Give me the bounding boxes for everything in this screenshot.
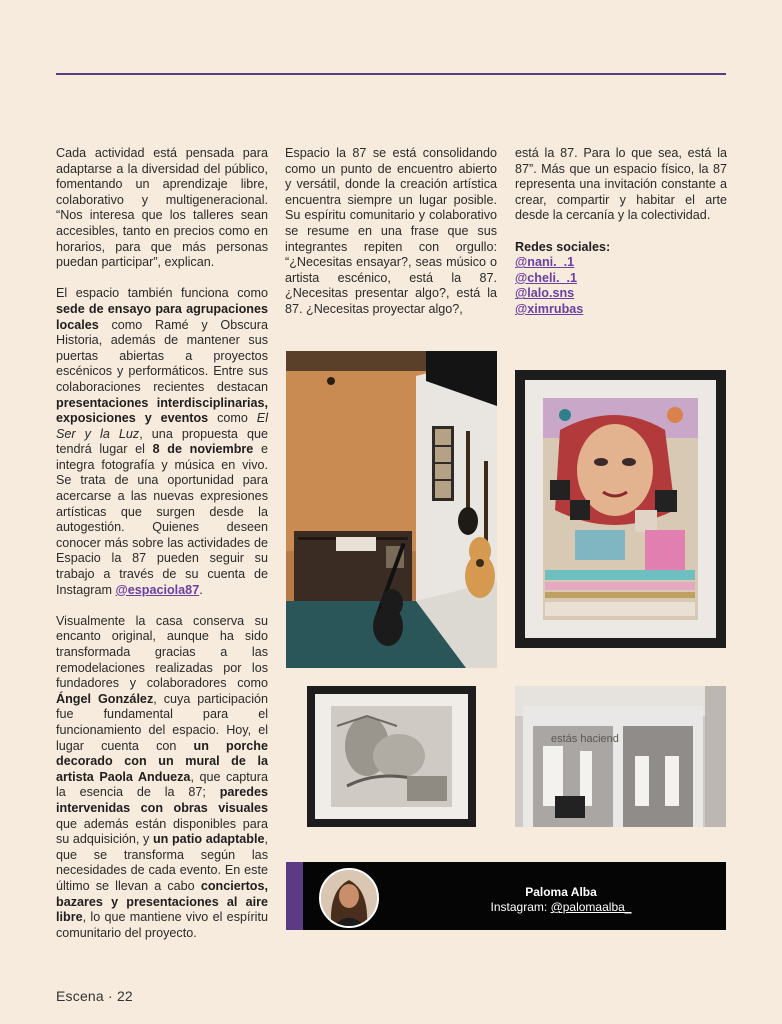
photo-interior-guitars xyxy=(286,351,497,668)
col2-paragraph-1: Espacio la 87 se está consolidando como un punto de encuentro abierto y versátil, donde la creación artística encuentra siempre un lugar posible. Su espíritu comunitario y colaborativo se resume en una frase que sus integrantes repiten con orgullo: “¿Necesitas ensayar?, seas músico o artista escénico, está la 87. ¿Necesitas presentar algo?, está la 87. ¿Necesitas proyectar algo?, xyxy=(285,146,497,316)
photo-framed-portrait-artwork xyxy=(515,370,726,648)
instagram-link-espaciola87[interactable]: @espaciola87 xyxy=(115,582,200,597)
svg-text:estás haciend: estás haciend xyxy=(551,733,619,745)
photographer-name: Paloma Alba xyxy=(525,885,597,899)
social-title: Redes sociales: xyxy=(515,239,611,254)
accent-bar xyxy=(286,862,303,930)
column-1 xyxy=(56,146,268,957)
column-2 xyxy=(285,146,497,333)
col1-paragraph-1: Cada actividad está pensada para adaptarse a la diversidad del público, fomentando un aprendizaje libre, colaborativo y multigeneracional. “Nos interesa que los talleres sean accesibles, tanto en precios como en horarios, para que más personas puedan participar”, explican. xyxy=(56,146,268,270)
social-link-cheli[interactable]: @cheli._.1 xyxy=(515,270,577,285)
col3-paragraph-1: está la 87. Para lo que sea, está la 87”. Más que un espacio físico, la 87 representa una invitación constante a crear, compartir y habitar el arte desde la cercanía y la colectividad. xyxy=(515,146,727,223)
page-folio: Escena · 22 xyxy=(56,988,133,1004)
social-list xyxy=(515,255,727,317)
photographer-instagram-link[interactable]: @palomaalba_ xyxy=(550,900,632,914)
photo-framed-pencil-drawing xyxy=(307,686,476,827)
social-link-ximrubas[interactable]: @ximrubas xyxy=(515,301,584,316)
social-link-nani[interactable]: @nani._.1 xyxy=(515,255,575,270)
col1-paragraph-2: El espacio también funciona como sede de ensayo para agrupaciones locales como Ramé y Obscura Historia, además de mantener sus puertas abiertas a proyectos escénicos y performáticos. Entre sus colaboraciones recientes destacan presentaciones interdisciplinarias, exposiciones y eventos como El Ser y la Luz, una propuesta que tendrá lugar el 8 de noviembre e integra fotografía y música en vivo. Se trata de una oportunidad para acercarse a las nuevas expresiones artísticas que surgen desde la autogestión. Quienes deseen conocer más sobre las actividades de Espacio la 87 pueden seguir su trabajo a través de su cuenta de Instagram @espaciola87. xyxy=(56,286,268,597)
photographer-instagram: Instagram: @palomaalba_ xyxy=(490,900,632,914)
photo-credit-box xyxy=(286,862,726,930)
photo-painted-glass-door xyxy=(515,686,726,827)
column-3 xyxy=(515,146,727,318)
top-rule xyxy=(56,73,726,75)
avatar xyxy=(319,868,379,928)
social-link-lalo[interactable]: @lalo.sns xyxy=(515,286,575,301)
col1-paragraph-3: Visualmente la casa conserva su encanto original, aunque ha sido transformada gracias a las remodelaciones realizadas por los fundadores y colaboradores como Ángel González, cuya participación fue fundamental para el funcionamiento del espacio. Hoy, el lugar cuenta con un porche decorado con un mural de la artista Paola Andueza, que captura la esencia de la 87; paredes intervenidas con obras visuales que además están disponibles para su adquisición, y un patio adaptable, que se transforma según las necesidades de cada evento. En este último se llevan a cabo conciertos, bazares y presentaciones al aire libre, lo que mantiene vivo el espíritu comunitario del proyecto. xyxy=(56,613,269,940)
